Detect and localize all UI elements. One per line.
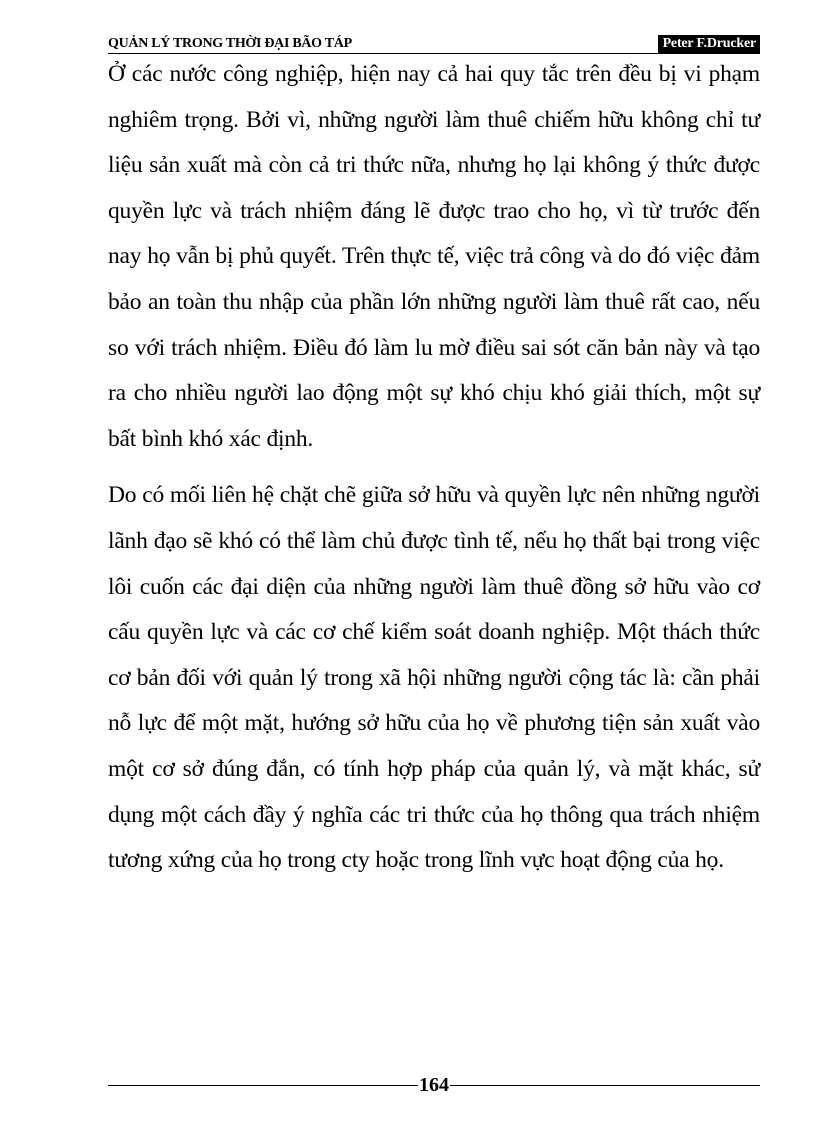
author-label: Peter F.Drucker [658,35,760,53]
page-footer [108,1070,760,1100]
body-text [108,52,760,884]
page-number: 164 [419,1074,449,1096]
paragraph: Do có mối liên hệ chặt chẽ giữa sở hữu và quyền lực nên những người lãnh đạo sẽ khó có thể làm chủ được tình tế, nếu họ thất bại trong việc lôi cuốn các đại diện của những người làm thuê đồng sở hữu vào cơ cấu quyền lực và các cơ chế kiểm soát doanh nghiệp. Một thách thức cơ bản đối với quản lý trong xã hội những người cộng tác là: cần phải nỗ lực để một mặt, hướng sở hữu của họ về phương tiện sản xuất vào một cơ sở đúng đắn, có tính hợp pháp của quản lý, và mặt khác, sử dụng một cách đầy ý nghĩa các tri thức của họ thông qua trách nhiệm tương xứng của họ trong cty hoặc trong lĩnh vực hoạt động của họ. [108,482,760,874]
book-title: QUẢN LÝ TRONG THỜI ĐẠI BÃO TÁP [108,36,352,51]
page-header [108,33,760,54]
paragraph: Ở các nước công nghiệp, hiện nay cả hai quy tắc trên đều bị vi phạm nghiêm trọng. Bởi vì, những người làm thuê chiếm hữu không chỉ tư liệu sản xuất mà còn cả tri thức nữa, nhưng họ lại không ý thức được quyền lực và trách nhiệm đáng lẽ được trao cho họ, vì từ trước đến nay họ vẫn bị phủ quyết. Trên thực tế, việc trả công và do đó việc đảm bảo an toàn thu nhập của phần lớn những người làm thuê rất cao, nếu so với trách nhiệm. Điều đó làm lu mờ điều sai sót căn bản này và tạo ra cho nhiều người lao động một sự khó chịu khó giải thích, một sự bất bình khó xác định. [108,61,760,452]
footer-rule-right [450,1085,760,1086]
footer-rule-left [108,1085,418,1086]
